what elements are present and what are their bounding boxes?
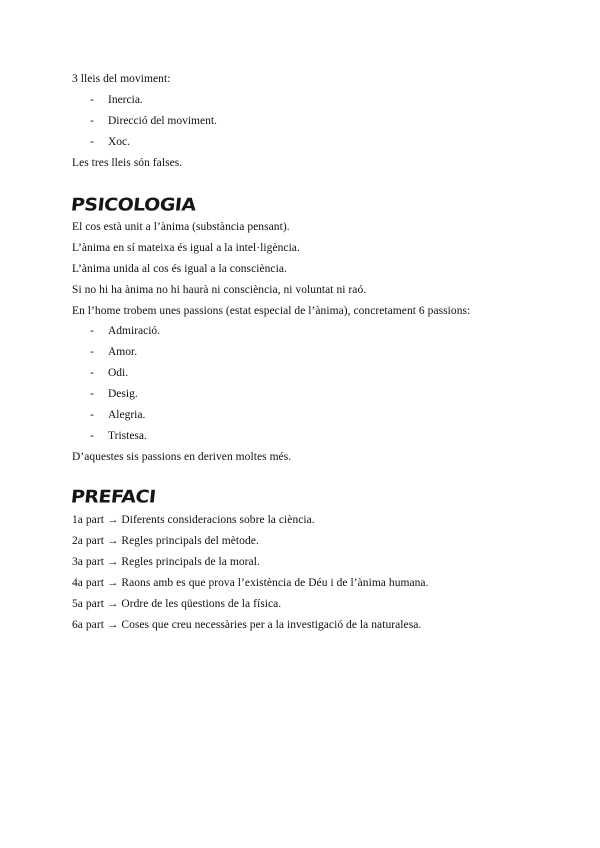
paragraph-line: L’ànima en sí mateixa és igual a la intel·ligència. bbox=[72, 242, 300, 254]
paragraph-line: D’aquestes sis passions en deriven moltes més. bbox=[72, 451, 292, 463]
bullet-dash: - bbox=[90, 136, 94, 148]
section-heading-psicologia: PSICOLOGIA bbox=[69, 195, 197, 216]
laws-title: 3 lleis del moviment: bbox=[72, 73, 171, 85]
bullet-dash: - bbox=[90, 325, 94, 337]
paragraph-line: El cos està unit a l’ànima (substància pensant). bbox=[72, 221, 290, 233]
bullet-dash: - bbox=[90, 388, 94, 400]
prefaci-part: 5a part → Ordre de les qüestions de la física. bbox=[72, 598, 282, 610]
bullet-dash: - bbox=[90, 346, 94, 358]
paragraph-line: Si no hi ha ànima no hi haurà ni consciència, ni voluntat ni raó. bbox=[72, 284, 367, 296]
bullet-dash: - bbox=[90, 409, 94, 421]
list-item-text: Direcció del moviment. bbox=[108, 115, 217, 127]
prefaci-part: 4a part → Raons amb es que prova l’existència de Déu i de l’ànima humana. bbox=[72, 577, 429, 589]
prefaci-part: 3a part → Regles principals de la moral. bbox=[72, 556, 260, 568]
laws-conclusion: Les tres lleis són falses. bbox=[72, 157, 183, 169]
list-item-text: Xoc. bbox=[108, 136, 131, 148]
list-item-text: Odi. bbox=[108, 367, 129, 379]
prefaci-part: 2a part → Regles principals del mètode. bbox=[72, 535, 259, 547]
prefaci-part: 1a part → Diferents consideracions sobre la ciència. bbox=[72, 514, 315, 526]
list-item-text: Inercia. bbox=[108, 94, 143, 106]
list-item-text: Admiració. bbox=[108, 325, 161, 337]
bullet-dash: - bbox=[90, 367, 94, 379]
bullet-dash: - bbox=[90, 430, 94, 442]
paragraph-line: En l’home trobem unes passions (estat especial de l’ànima), concretament 6 passions: bbox=[72, 305, 471, 317]
list-item-text: Desig. bbox=[108, 388, 138, 400]
bullet-dash: - bbox=[90, 94, 94, 106]
section-heading-prefaci: PREFACI bbox=[69, 487, 157, 508]
list-item-text: Amor. bbox=[108, 346, 138, 358]
list-item-text: Alegria. bbox=[108, 409, 146, 421]
prefaci-part: 6a part → Coses que creu necessàries per a la investigació de la naturalesa. bbox=[72, 619, 422, 631]
paragraph-line: L’ànima unida al cos és igual a la consciència. bbox=[72, 263, 287, 275]
list-item-text: Tristesa. bbox=[108, 430, 147, 442]
bullet-dash: - bbox=[90, 115, 94, 127]
